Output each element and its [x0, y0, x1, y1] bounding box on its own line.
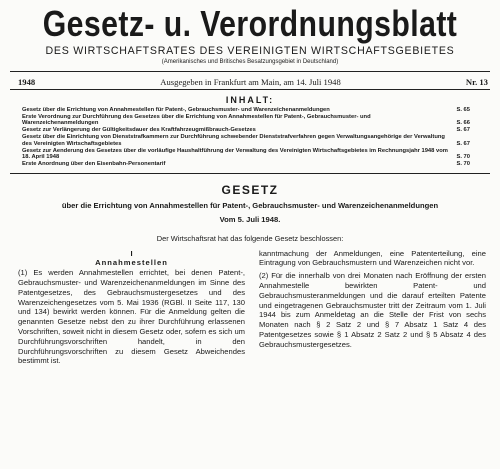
occupation-zones-note: (Amerikanisches und Britisches Besatzungsgebiet in Deutschland) [161, 59, 339, 65]
toc-entry-page: S. 70 [456, 154, 470, 161]
gazette-subtitle: DES WIRTSCHAFTSRATES DES VEREINIGTEN WIRTSCHAFTSGEBIETES [45, 45, 455, 57]
issue-year: 1948 [18, 77, 36, 87]
issue-line [18, 76, 488, 88]
table-of-contents [22, 107, 470, 168]
toc-entry-text: Erste Anordnung über den Eisenbahn-Personentarif [22, 161, 166, 168]
paragraph-1: (1) Es werden Annahmestellen errichtet, bei denen Patent-, Gebrauchsmuster- und Warenzeichenanmeldungen im Sinne des Patentgesetzes, des Gebrauchsmustergesetzes und des Warenzeichengesetzes vom 5. Mai 1936 (RGBl. II Seite 117, 130 und 134) bewirkt werden können. Für die Anmeldung gelten die genannten Gesetze nebst den zu ihrer Durchführung erlassenen Vorschriften, soweit nicht in diesem Gesetz oder, sofern es sich um Durchführungsvorschriften handelt, in den Durchführungsvorschriften zu diesem Gesetz Abweichendes bestimmt ist. [18, 268, 245, 366]
toc-entry[interactable] [22, 127, 470, 133]
toc-entry[interactable] [22, 107, 470, 113]
toc-entry-text: Gesetz über die Einrichtung von Dienststrafkammern zur Durchführung schwebender Dienststrafverfahren gegen Verwaltungsangehörige der Verwaltung des Vereinigten Wirtschaftsgebietes [22, 134, 445, 147]
toc-entry-text: Gesetz zur Aenderung des Gesetzes über die vorläufige Haushaltführung der Verwaltung des Vereinigten Wirtschaftsgebietes im Rechnungsjahr 1948 vom 18. April 1948 [22, 147, 448, 161]
issue-rule [10, 89, 490, 90]
toc-entry-text: Gesetz über die Errichtung von Annahmestellen für Patent-, Gebrauchsmuster- und Warenzeichenanmeldungen [22, 107, 330, 113]
law-heading: GESETZ [221, 182, 279, 197]
toc-entry-page: S. 67 [456, 140, 470, 147]
law-preamble: Der Wirtschaftsrat hat das folgende Gesetz beschlossen: [156, 233, 344, 243]
contents-rule [10, 173, 490, 174]
toc-entry[interactable] [22, 114, 470, 127]
toc-entry[interactable] [22, 161, 470, 167]
header-rule [10, 71, 490, 72]
toc-entry-page: S. 67 [456, 127, 470, 134]
toc-entry-text: Erste Verordnung zur Durchführung des Gesetzes über die Errichtung von Annahmestellen für Patent-, Gebrauchsmuster- und Warenzeichenanmeldungen [22, 114, 371, 127]
toc-entry-text: Gesetz zur Verlängerung der Gültigkeitsdauer des Kraftfahrzeugmißbrauch-Gesetzes [22, 127, 256, 134]
section-title: Annahmestellen [95, 258, 168, 268]
right-column [259, 249, 486, 370]
masthead [0, 0, 500, 67]
toc-entry[interactable] [22, 148, 470, 161]
paragraph-continued: kanntmachung der Anmeldungen, eine Patenterteilung, eine Eintragung von Gebrauchsmustern und Warenzeichen nicht vor. [259, 248, 486, 268]
toc-entry-page: S. 65 [456, 107, 470, 113]
contents-heading: INHALT: [225, 95, 275, 105]
toc-entry[interactable] [22, 134, 470, 147]
toc-entry-page: S. 70 [456, 161, 470, 168]
paragraph-2: (2) Für die innerhalb von drei Monaten nach Eröffnung der ersten Annahmestelle bewirkten Patent- und Gebrauchsmusteranmeldungen und die darauf erteilten Patente und eingetragenen Gebrauchsmuster tritt der Zeitraum vom 1. Juli 1944 bis zum Anmeldetag an die Stelle der Frist von sechs Monaten nach § 2 Satz 2 und § 7 Absatz 1 Satz 4 des Patentgesetzes sowie § 1 Absatz 2 Satz 2 und § 5 Absatz 4 des Gebrauchsmustergesetzes. [259, 271, 486, 349]
issue-published: Ausgegeben in Frankfurt am Main, am 14. Juli 1948 [160, 77, 341, 87]
toc-entry-page: S. 66 [456, 120, 470, 127]
law-title: über die Errichtung von Annahmestellen für Patent-, Gebrauchsmuster- und Warenzeichenanmeldungen [61, 200, 439, 210]
law-date: Vom 5. Juli 1948. [219, 214, 281, 224]
left-column [18, 249, 245, 370]
section-number: I [130, 248, 133, 258]
issue-number: Nr. 13 [465, 77, 488, 87]
gazette-title: Gesetz- u. Verordnungsblatt [42, 3, 458, 44]
law-body [18, 249, 486, 370]
